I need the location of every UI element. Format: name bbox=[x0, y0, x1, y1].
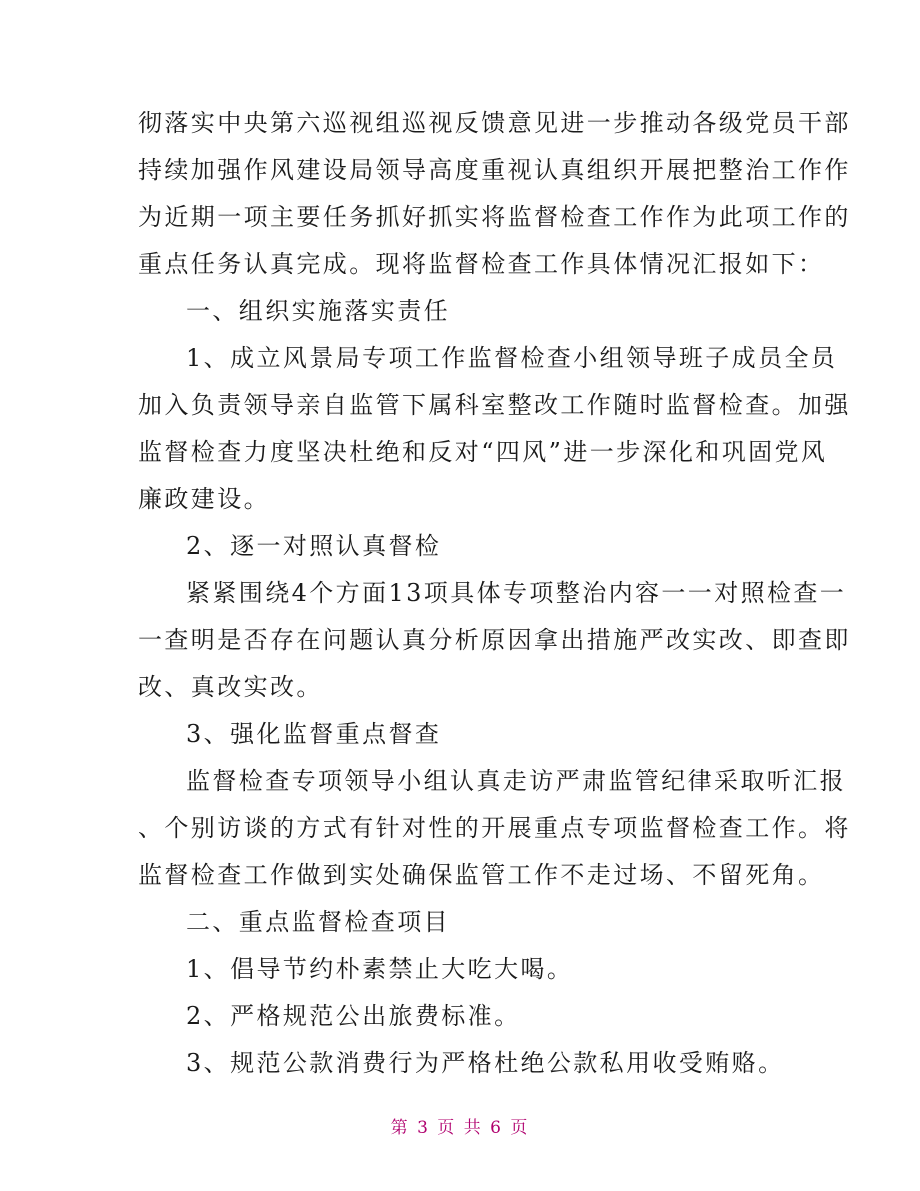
body-line: 、个别访谈的方式有针对性的开展重点专项监督检查工作。将 bbox=[138, 814, 851, 842]
body-line: 彻落实中央第六巡视组巡视反馈意见进一步推动各级党员干部 bbox=[138, 109, 851, 137]
section-heading: 一、组织实施落实责任 bbox=[186, 297, 450, 325]
body-line: 重点任务认真完成。现将监督检查工作具体情况汇报如下： bbox=[138, 250, 825, 278]
body-line: 1、成立风景局专项工作监督检查小组领导班子成员全员 bbox=[186, 344, 838, 372]
page-footer bbox=[0, 1113, 920, 1138]
body-line: 持续加强作风建设局领导高度重视认真组织开展把整治工作作 bbox=[138, 156, 851, 184]
list-item: 1、倡导节约朴素禁止大吃大喝。 bbox=[186, 955, 574, 983]
section-heading: 二、重点监督检查项目 bbox=[186, 908, 450, 936]
body-line: 一查明是否存在问题认真分析原因拿出措施严改实改、即查即 bbox=[138, 626, 851, 654]
body-line: 改、真改实改。 bbox=[138, 673, 323, 701]
page-number: 第 3 页 共 6 页 bbox=[390, 1118, 530, 1138]
subsection-heading: 3、强化监督重点督查 bbox=[186, 720, 442, 748]
subsection-heading: 2、逐一对照认真督检 bbox=[186, 532, 442, 560]
document-body bbox=[138, 100, 851, 1087]
body-line: 监督检查力度坚决杜绝和反对“四风”进一步深化和巩固党风 bbox=[138, 438, 828, 466]
body-line: 紧紧围绕4个方面13项具体专项整治内容一一对照检查一 bbox=[186, 579, 847, 607]
list-item: 3、规范公款消费行为严格杜绝公款私用收受贿赂。 bbox=[186, 1049, 785, 1077]
body-line: 廉政建设。 bbox=[138, 485, 270, 513]
body-line: 监督检查专项领导小组认真走访严肃监管纪律采取听汇报 bbox=[186, 767, 846, 795]
list-item: 2、严格规范公出旅费标准。 bbox=[186, 1002, 521, 1030]
body-line: 为近期一项主要任务抓好抓实将监督检查工作作为此项工作的 bbox=[138, 203, 851, 231]
body-line: 加入负责领导亲自监管下属科室整改工作随时监督检查。加强 bbox=[138, 391, 851, 419]
body-line: 监督检查工作做到实处确保监管工作不走过场、不留死角。 bbox=[138, 861, 825, 889]
